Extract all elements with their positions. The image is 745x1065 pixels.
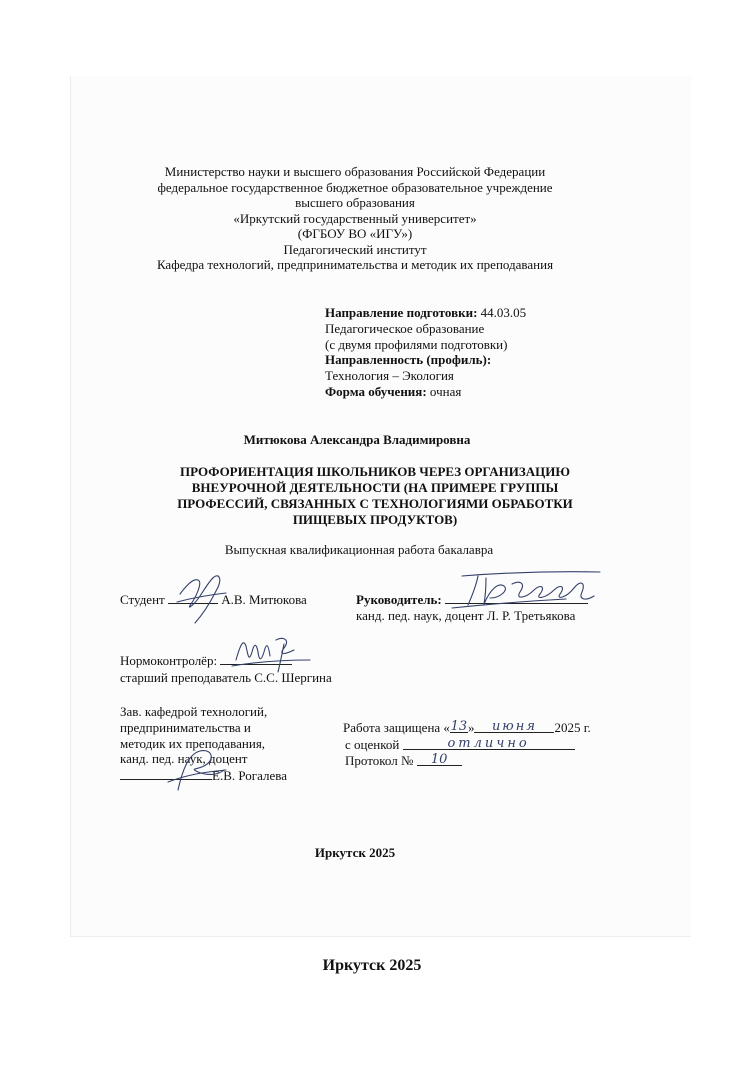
- header-line: Министерство науки и высшего образования Российской Федерации: [164, 164, 546, 179]
- supervisor-position: канд. пед. наук, доцент Л. Р. Третьякова: [356, 608, 576, 623]
- defense-month-field: [474, 720, 554, 733]
- direction-value: 44.03.05: [480, 305, 527, 320]
- protocol-field: [417, 753, 462, 766]
- header-line: высшего образования: [295, 195, 415, 210]
- protocol-label: Протокол №: [345, 753, 414, 768]
- head-line: Зав. кафедрой технологий,: [120, 704, 268, 719]
- direction-label: Направление подготовки:: [325, 305, 478, 320]
- title-line: ПРОФЕССИЙ, СВЯЗАННЫХ С ТЕХНОЛОГИЯМИ ОБРАБОТКИ: [177, 496, 573, 511]
- normcontroller-label: Нормоконтролёр:: [120, 653, 218, 668]
- work-type: Выпускная квалификационная работа бакалавра: [224, 542, 494, 557]
- footer-city-year: Иркутск 2025: [322, 957, 422, 974]
- supervisor-label: Руководитель:: [356, 592, 442, 607]
- normcontroller-position: старший преподаватель С.С. Шергина: [120, 670, 332, 685]
- thesis-title: [150, 464, 600, 528]
- profile-label: Направленность (профиль):: [325, 352, 492, 368]
- city-year: Иркутск 2025: [314, 845, 396, 860]
- header-line: (ФГБОУ ВО «ИГУ»): [297, 226, 413, 241]
- student-line: [120, 591, 307, 608]
- defense-close-quote: »: [467, 720, 475, 735]
- profile-value: Технология – Экология: [325, 368, 454, 384]
- normcontroller-signature-line: [220, 652, 292, 665]
- grade-line: [345, 737, 575, 753]
- study-form-label: Форма обучения:: [325, 383, 427, 399]
- title-line: ПИЩЕВЫХ ПРОДУКТОВ): [292, 512, 458, 527]
- defense-year: 2025 г.: [554, 720, 591, 735]
- direction-line-3: (с двумя профилями подготовки): [325, 336, 508, 352]
- head-line: предпринимательства и: [120, 719, 251, 735]
- head-signature-line-row: [120, 767, 287, 784]
- study-form-line: [325, 384, 526, 400]
- head-line: канд. пед. наук, доцент: [120, 751, 248, 767]
- header-line: Педагогический институт: [283, 241, 427, 257]
- study-form-value: очная: [429, 383, 462, 399]
- ministry-header: [100, 164, 610, 273]
- defense-date-line: [343, 720, 591, 736]
- supervisor-signature-line: [445, 591, 588, 604]
- head-name: Е.В. Рогалева: [212, 768, 287, 784]
- normcontroller-line: [120, 652, 292, 669]
- header-line: «Иркутский государственный университет»: [233, 210, 477, 226]
- title-line: ПРОФОРИЕНТАЦИЯ ШКОЛЬНИКОВ ЧЕРЕЗ ОРГАНИЗАЦИЮ: [180, 464, 570, 479]
- defense-day-handwritten: 13: [450, 719, 468, 734]
- study-direction-block: [325, 305, 526, 400]
- grade-label: с оценкой: [345, 737, 400, 752]
- protocol-line: [345, 753, 462, 769]
- supervisor-line: [356, 591, 588, 608]
- direction-line-2: Педагогическое образование: [325, 320, 485, 336]
- direction-line: [325, 305, 526, 321]
- student-signature-line: [168, 591, 218, 604]
- defense-day-field: [450, 720, 468, 733]
- protocol-handwritten: 10: [430, 752, 448, 767]
- student-name: А.В. Митюкова: [221, 592, 307, 607]
- title-line: ВНЕУРОЧНОЙ ДЕЯТЕЛЬНОСТИ (НА ПРИМЕРЕ ГРУППЫ: [191, 480, 559, 495]
- header-line: федеральное государственное бюджетное образовательное учреждение: [157, 179, 553, 195]
- grade-handwritten: отлично: [447, 736, 530, 751]
- defense-month-handwritten: июня: [491, 719, 537, 734]
- head-signature-line: [120, 767, 212, 780]
- defense-prefix: Работа защищена «: [343, 720, 450, 735]
- author-name: Митюкова Александра Владимировна: [243, 432, 471, 447]
- head-line: методик их преподавания,: [120, 735, 266, 751]
- header-line: Кафедра технологий, предпринимательства и методик их преподавания: [156, 257, 554, 272]
- student-label: Студент: [120, 592, 165, 607]
- head-of-department-block: [120, 704, 287, 784]
- grade-field: [403, 737, 575, 750]
